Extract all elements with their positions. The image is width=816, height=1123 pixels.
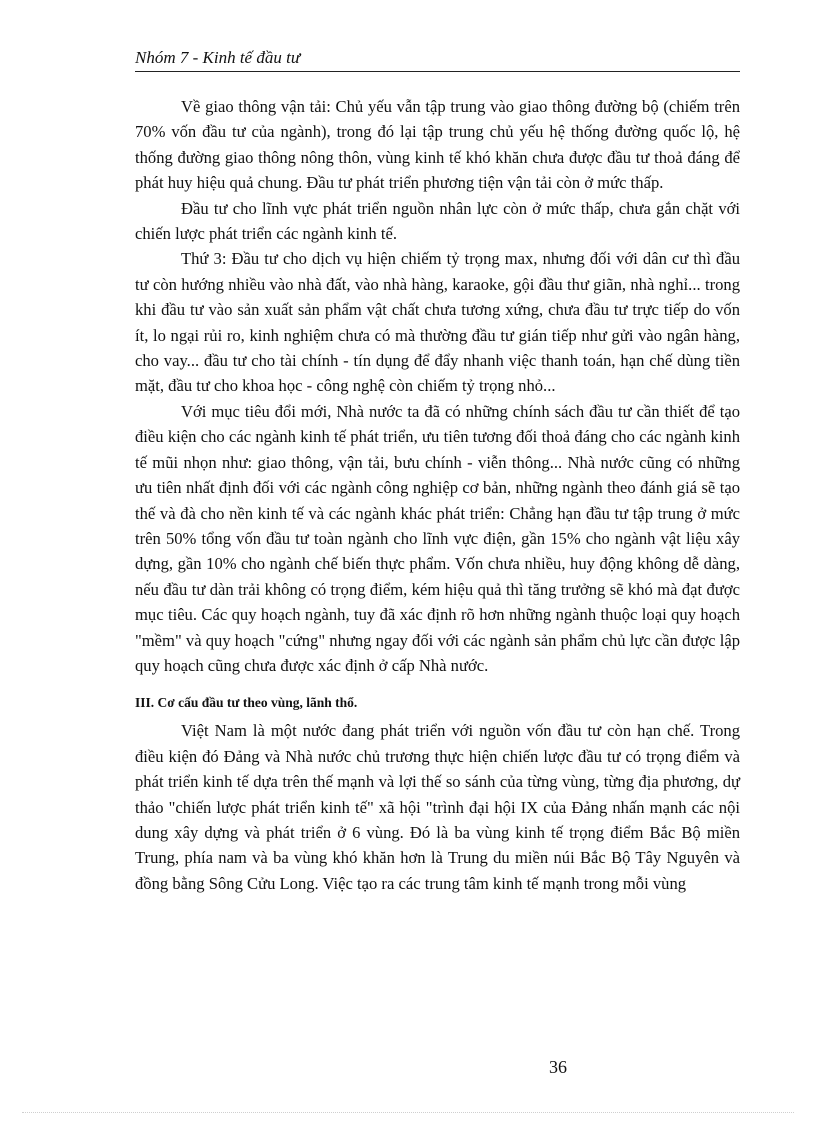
page-number: 36	[549, 1057, 567, 1077]
paragraph-regional: Việt Nam là một nước đang phát triển với nguồn vốn đầu tư còn hạn chế. Trong điều kiện đó Đảng và Nhà nước chủ trương thực hiện chiến lược đầu tư có trọng điểm và phát triển kinh tế dựa trên thế mạnh và lợi thế so sánh của từng vùng, từng địa phương, dự thảo "chiến lược phát triển kinh tế" xã hội "trình đại hội IX của Đảng nhấn mạnh các nội dung xây dựng và phát triển ở 6 vùng. Đó là ba vùng kinh tế trọng điểm Bắc Bộ miền Trung, phía nam và ba vùng khó khăn hơn là Trung du miền núi Bắc Bộ Tây Nguyên và đồng bằng Sông Cửu Long. Việc tạo ra các trung tâm kinh tế mạnh trong mỗi vùng	[135, 721, 740, 893]
section-heading: III. Cơ cấu đầu tư theo vùng, lãnh thổ.	[135, 695, 358, 711]
paragraph-transport: Về giao thông vận tải: Chủ yếu vẫn tập trung vào giao thông đường bộ (chiếm trên 70% vốn đầu tư của ngành), trong đó lại tập trung chủ yếu hệ thống đường quốc lộ, hệ thống đường giao thông nông thôn, vùng kinh tế khó khăn chưa được đầu tư thoả đáng để phát huy hiệu quả chung. Đầu tư phát triển phương tiện vận tải còn ở mức thấp.	[135, 97, 740, 193]
page-header: Nhóm 7 - Kinh tế đầu tư	[135, 48, 740, 72]
paragraph-state-policy: Với mục tiêu đổi mới, Nhà nước ta đã có những chính sách đầu tư cần thiết để tạo điều kiện cho các ngành kinh tế phát triển, ưu tiên tương đối thoả đáng cho các ngành kinh tế mũi nhọn như: giao thông, vận tải, bưu chính - viễn thông... Nhà nước cũng có những ưu tiên nhất định đối với các ngành công nghiệp cơ bản, những ngành theo đánh giá sẽ tạo thế và đà cho nền kinh tế và các ngành khác phát triển: Chẳng hạn đầu tư tập trung ở mức trên 50% tổng vốn đầu tư toàn ngành cho lĩnh vực điện, gần 15% cho ngành vật liệu xây dựng, gần 10% cho ngành chế biến thực phẩm. Vốn chưa nhiều, huy động không dễ dàng, nếu đầu tư dàn trải không có trọng điểm, kém hiệu quả thì tăng trưởng sẽ khó mà đạt được mục tiêu. Các quy hoạch ngành, tuy đã xác định rõ hơn những ngành thuộc loại quy hoạch "mềm" và quy hoạch "cứng" nhưng ngay đối với các ngành sản phẩm chủ lực cần được lập quy hoạch cũng chưa được xác định ở cấp Nhà nước.	[135, 401, 740, 675]
paragraph-services: Thứ 3: Đầu tư cho dịch vụ hiện chiếm tỷ trọng max, nhưng đối với dân cư thì đầu tư còn hướng nhiều vào nhà đất, vào nhà hàng, karaoke, gội đầu thư giãn, nhà nghỉ... trong khi đầu tư vào sản xuất sản phẩm vật chất chưa tương xứng, chưa đầu tư trực tiếp do vốn ít, lo ngại rủi ro, kinh nghiệm chưa có mà thường đầu tư gián tiếp như gửi vào ngân hàng, cho vay... đầu tư cho tài chính - tín dụng để đẩy nhanh việc thanh toán, hạn chế dùng tiền mặt, đầu tư cho khoa học - công nghệ còn chiếm tỷ trọng nhỏ...	[135, 249, 740, 396]
document-body	[135, 94, 740, 896]
paragraph-human-resources: Đầu tư cho lĩnh vực phát triển nguồn nhân lực còn ở mức thấp, chưa gắn chặt với chiến lược phát triển các ngành kinh tế.	[135, 198, 740, 244]
footer-divider	[22, 1112, 794, 1113]
